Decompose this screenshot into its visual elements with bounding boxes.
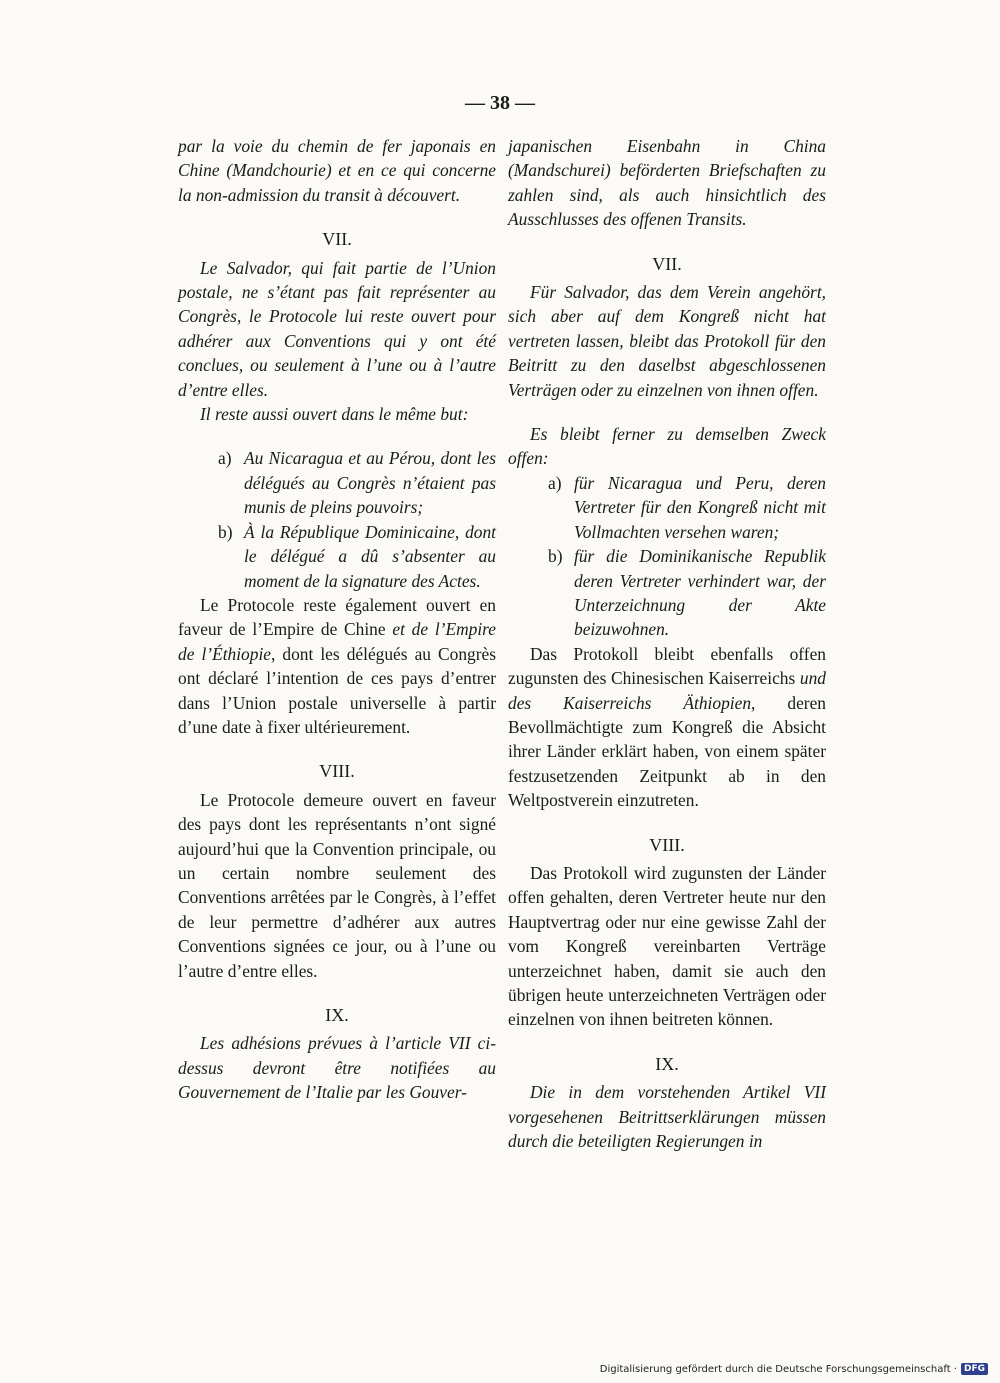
french-item-b-label: b) xyxy=(218,521,233,542)
french-item-b-text: À la République Dominicaine, dont le délégué a dû s’absenter au moment de la signature des Actes. xyxy=(244,521,496,591)
german-p3-part-a: Das Protokoll bleibt ebenfalls offen zugunsten des Chinesischen Kaiserreichs xyxy=(508,643,826,689)
german-item-b-label: b) xyxy=(548,546,563,567)
german-section-9-paragraph-1: Die in dem vorstehenden Artikel VII vorgesehenen Beitrittserklärungen müssen durch die beteiligten Regierungen in xyxy=(508,1082,826,1152)
german-section-7-paragraph-3 xyxy=(508,642,826,813)
french-section-7-heading: VII. xyxy=(322,229,352,250)
german-item-a-text: für Nicaragua und Peru, deren Vertreter für den Kongreß nicht mit Vollmachten versehen waren; xyxy=(574,472,826,542)
german-item-b-text: für die Dominikanische Republik deren Vertreter verhindert war, der Unterzeichnung der Akte beizuwohnen. xyxy=(574,546,826,640)
french-section-7-paragraph-1: Le Salvador, qui fait partie de l’Union postale, ne s’étant pas fait représenter au Congrès, le Protocole lui reste ouvert pour adhérer aux Conventions qui y ont été conclues, ou seulement à l’une ou à l’autre d’entre elles. xyxy=(178,257,496,400)
page-number: — 38 — xyxy=(465,92,535,114)
german-item-a-label: a) xyxy=(548,472,562,493)
german-column xyxy=(508,134,826,1153)
french-item-a xyxy=(218,446,496,519)
german-section-7-paragraph-2: Es bleibt ferner zu demselben Zweck offen: xyxy=(508,424,826,469)
german-section-7-heading: VII. xyxy=(652,253,682,274)
german-section-8-heading: VIII. xyxy=(649,834,685,855)
german-section-9-heading: IX. xyxy=(655,1053,679,1074)
french-item-a-text: Au Nicaragua et au Pérou, dont les délégués au Congrès n’étaient pas munis de pleins pouvoirs; xyxy=(244,448,496,518)
french-item-b xyxy=(218,520,496,593)
german-section-7-paragraph-1: Für Salvador, das dem Verein angehört, sich aber auf dem Kongreß nicht hat vertreten lassen, bleibt das Protokoll für den Beitritt zu den daselbst abgeschlossenen Verträgen oder zu einzelnen von ihnen offen. xyxy=(508,282,826,400)
french-item-a-label: a) xyxy=(218,448,232,469)
german-intro: japanischen Eisenbahn in China (Mandschurei) beförderten Briefschaften zu zahlen sind, als auch hinsichtlich des Ausschlusses des offenen Transits. xyxy=(508,136,826,230)
french-p3-part-a: Le Protocole reste également ouvert en faveur de l’Empire de Chine xyxy=(178,594,496,640)
german-item-b xyxy=(548,544,826,642)
french-section-9-paragraph-1: Les adhésions prévues à l’article VII ci-dessus devront être notifiées au Gouvernement de l’Italie par les Gouver- xyxy=(178,1033,496,1103)
french-section-9-heading: IX. xyxy=(325,1005,349,1025)
french-p3-part-b: et de l’Empire de l’Éthiopie xyxy=(178,619,496,664)
german-item-a xyxy=(548,471,826,544)
french-intro: par la voie du chemin de fer japonais en Chine (Mandchourie) et en ce qui concerne la non-admission du transit à découvert. xyxy=(178,136,496,205)
german-p3-part-c: , deren Bevollmächtigte zum Kongreß die Absicht ihrer Länder erklärt haben, von einem später festzusetzenden Zeitpunkt ab in den Weltpostverein einzutreten. xyxy=(508,692,826,811)
footer-text: Digitalisierung gefördert durch die Deutsche Forschungsgemeinschaft · xyxy=(599,1363,957,1375)
german-p3-part-b: und des Kaiserreichs Äthiopien xyxy=(508,668,826,713)
dfg-logo: DFG xyxy=(961,1363,988,1375)
french-section-8-heading: VIII. xyxy=(319,761,355,782)
footer xyxy=(600,1363,988,1375)
german-section-8-paragraph-1: Das Protokoll wird zugunsten der Länder offen gehalten, deren Vertreter heute nur den Hauptvertrag oder nur eine gewisse Zahl der vom Kongreß vereinbarten Verträge unterzeichnet haben, damit sie auch den übrigen heute unterzeichneten Verträgen oder einzelnen von ihnen beitreten können. xyxy=(508,862,826,1030)
french-column xyxy=(178,134,496,1105)
french-section-8-paragraph-1: Le Protocole demeure ouvert en faveur des pays dont les représentants n’ont signé aujourd’hui que la Convention principale, ou un certain nombre seulement des Conventions arrêtées par le Congrès, à l’effet de leur permettre d’adhérer aux autres Conventions signées ce jour, ou à l’une ou l’autre d’entre elles. xyxy=(178,789,496,981)
french-section-7-paragraph-2: Il reste aussi ouvert dans le même but: xyxy=(200,404,469,425)
french-section-7-paragraph-3 xyxy=(178,593,496,739)
french-p3-part-c: , dont les délégués au Congrès ont déclaré l’intention de ces pays d’entrer dans l’Union postale universelle à partir d’une date à fixer ultérieurement. xyxy=(178,643,496,737)
